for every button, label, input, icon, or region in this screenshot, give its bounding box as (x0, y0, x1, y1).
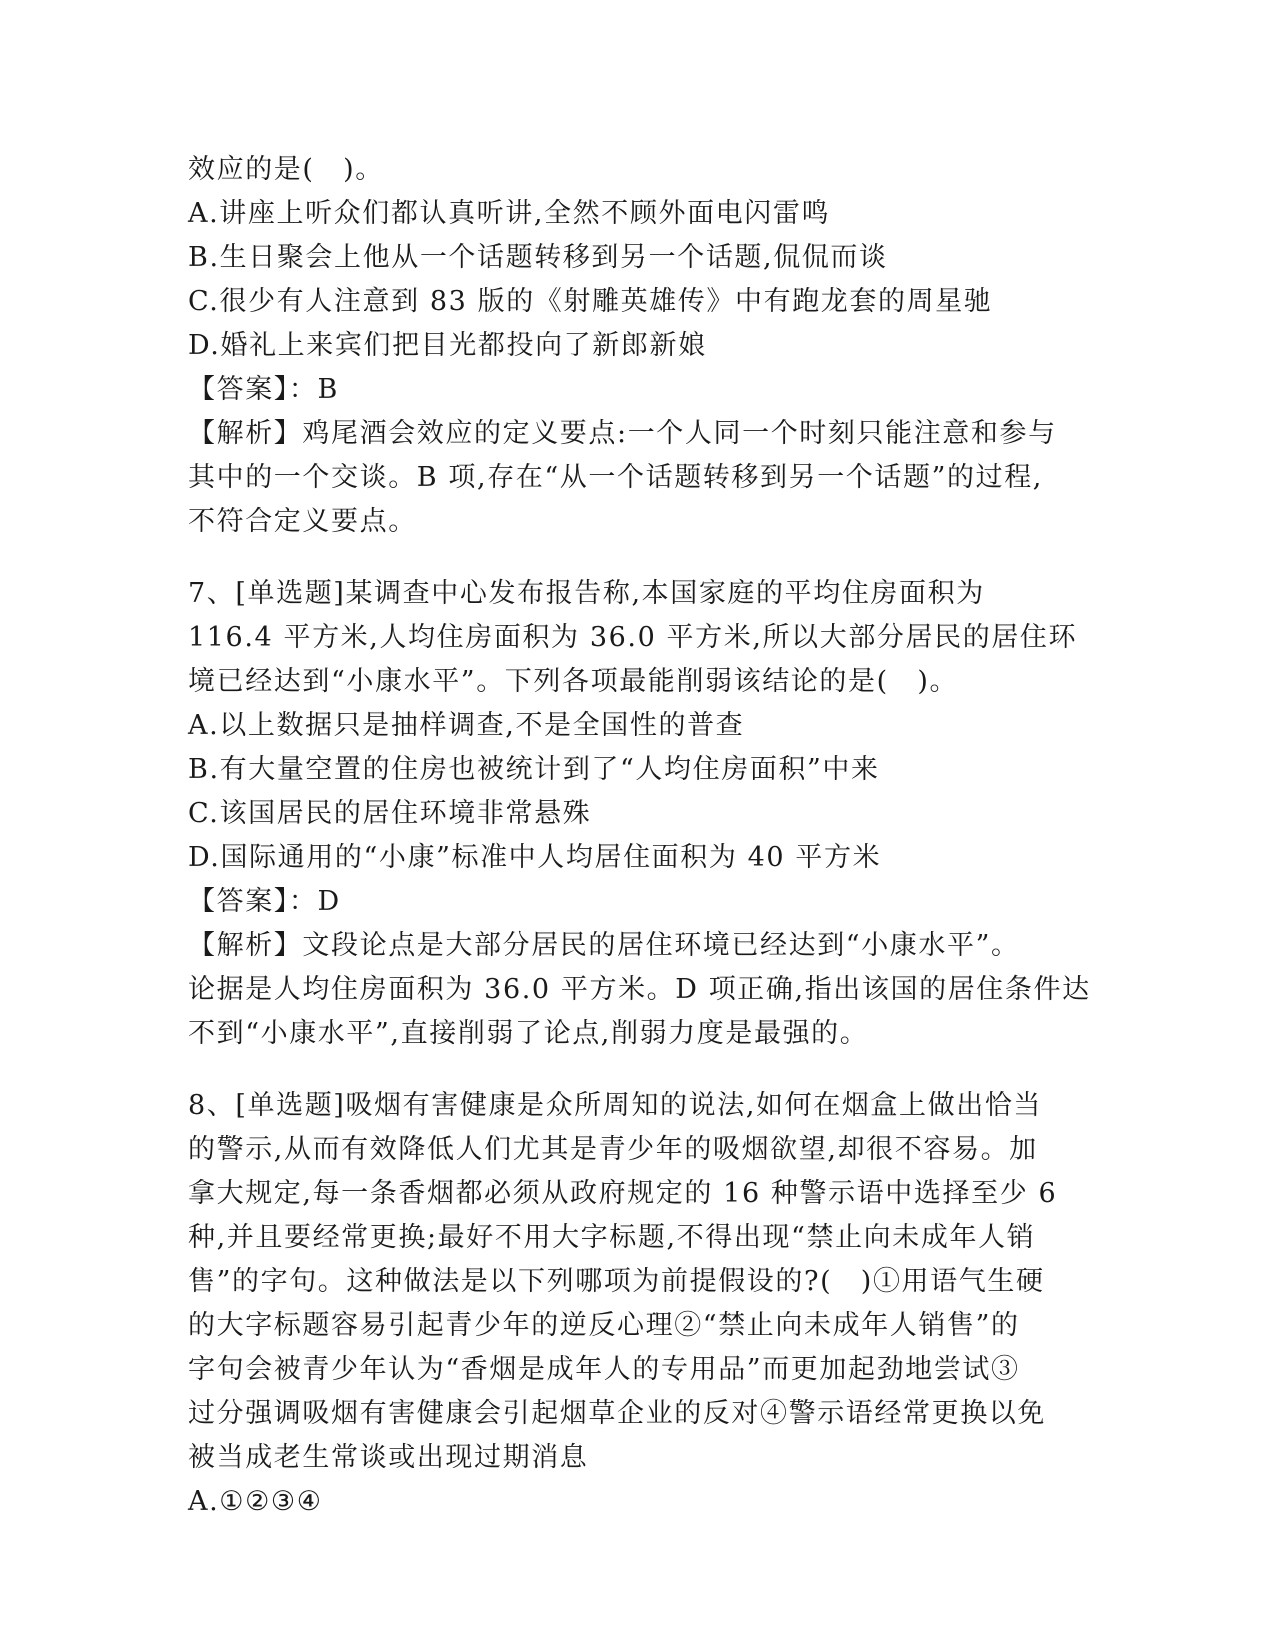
question-7-analysis-line: 【解析】文段论点是大部分居民的居住环境已经达到“小康水平”。 (188, 930, 1020, 961)
question-8 (188, 1084, 1088, 1524)
question-6-answer: 【答案】：B (188, 374, 339, 405)
question-6-analysis-line: 不符合定义要点。 (188, 506, 417, 537)
question-6-option-c: C.很少有人注意到 83 版的《射雕英雄传》中有跑龙套的周星驰 (188, 286, 993, 317)
question-7-option-d: D.国际通用的“小康”标准中人均居住面积为 40 平方米 (188, 842, 882, 873)
spacer (188, 544, 1088, 572)
question-7-analysis-line: 不到“小康水平”,直接削弱了论点,削弱力度是最强的。 (188, 1018, 869, 1049)
question-8-stem-line: 字句会被青少年认为“香烟是成年人的专用品”而更加起劲地尝试③ (188, 1354, 1020, 1385)
question-8-option-a: A.①②③④ (188, 1486, 323, 1517)
question-7-option-c: C.该国居民的居住环境非常悬殊 (188, 798, 592, 829)
question-8-stem-line: 过分强调吸烟有害健康会引起烟草企业的反对④警示语经常更换以免 (188, 1398, 1046, 1429)
question-6-tail (188, 148, 1088, 544)
question-6-analysis-line: 【解析】鸡尾酒会效应的定义要点:一个人同一个时刻只能注意和参与 (188, 418, 1057, 449)
question-7-option-a: A.以上数据只是抽样调查,不是全国性的普查 (188, 710, 745, 741)
question-7-stem-line: 7、[单选题]某调查中心发布报告称,本国家庭的平均住房面积为 (188, 578, 985, 609)
question-8-stem-line: 8、[单选题]吸烟有害健康是众所周知的说法,如何在烟盒上做出恰当 (188, 1090, 1043, 1121)
question-8-stem-line: 种,并且要经常更换;最好不用大字标题,不得出现“禁止向未成年人销 (188, 1222, 1036, 1253)
question-7-option-b: B.有大量空置的住房也被统计到了“人均住房面积”中来 (188, 754, 880, 785)
question-7-analysis-line: 论据是人均住房面积为 36.0 平方米。D 项正确,指出该国的居住条件达 (188, 974, 1091, 1005)
question-8-stem-line: 拿大规定,每一条香烟都必须从政府规定的 16 种警示语中选择至少 6 (188, 1178, 1058, 1209)
question-7-stem-line: 116.4 平方米,人均住房面积为 36.0 平方米,所以大部分居民的居住环 (188, 622, 1078, 653)
question-7 (188, 572, 1091, 1056)
question-8-stem-line: 售”的字句。这种做法是以下列哪项为前提假设的?( )①用语气生硬 (188, 1266, 1045, 1297)
question-8-stem-line: 的大字标题容易引起青少年的逆反心理②“禁止向未成年人销售”的 (188, 1310, 1020, 1341)
question-6-option-d: D.婚礼上来宾们把目光都投向了新郎新娘 (188, 330, 707, 361)
question-6-option-a: A.讲座上听众们都认真听讲,全然不顾外面电闪雷鸣 (188, 198, 831, 229)
question-7-stem-line: 境已经达到“小康水平”。下列各项最能削弱该结论的是( )。 (188, 666, 959, 697)
question-7-answer: 【答案】：D (188, 886, 341, 917)
question-8-stem-line: 被当成老生常谈或出现过期消息 (188, 1442, 589, 1473)
question-8-stem-line: 的警示,从而有效降低人们尤其是青少年的吸烟欲望,却很不容易。加 (188, 1134, 1038, 1165)
question-6-stem-end: 效应的是( )。 (188, 154, 384, 185)
spacer (188, 1056, 1088, 1084)
question-6-analysis-line: 其中的一个交谈。B 项,存在“从一个话题转移到另一个话题”的过程, (188, 462, 1043, 493)
question-6-option-b: B.生日聚会上他从一个话题转移到另一个话题,侃侃而谈 (188, 242, 888, 273)
page-content (188, 148, 1091, 1524)
